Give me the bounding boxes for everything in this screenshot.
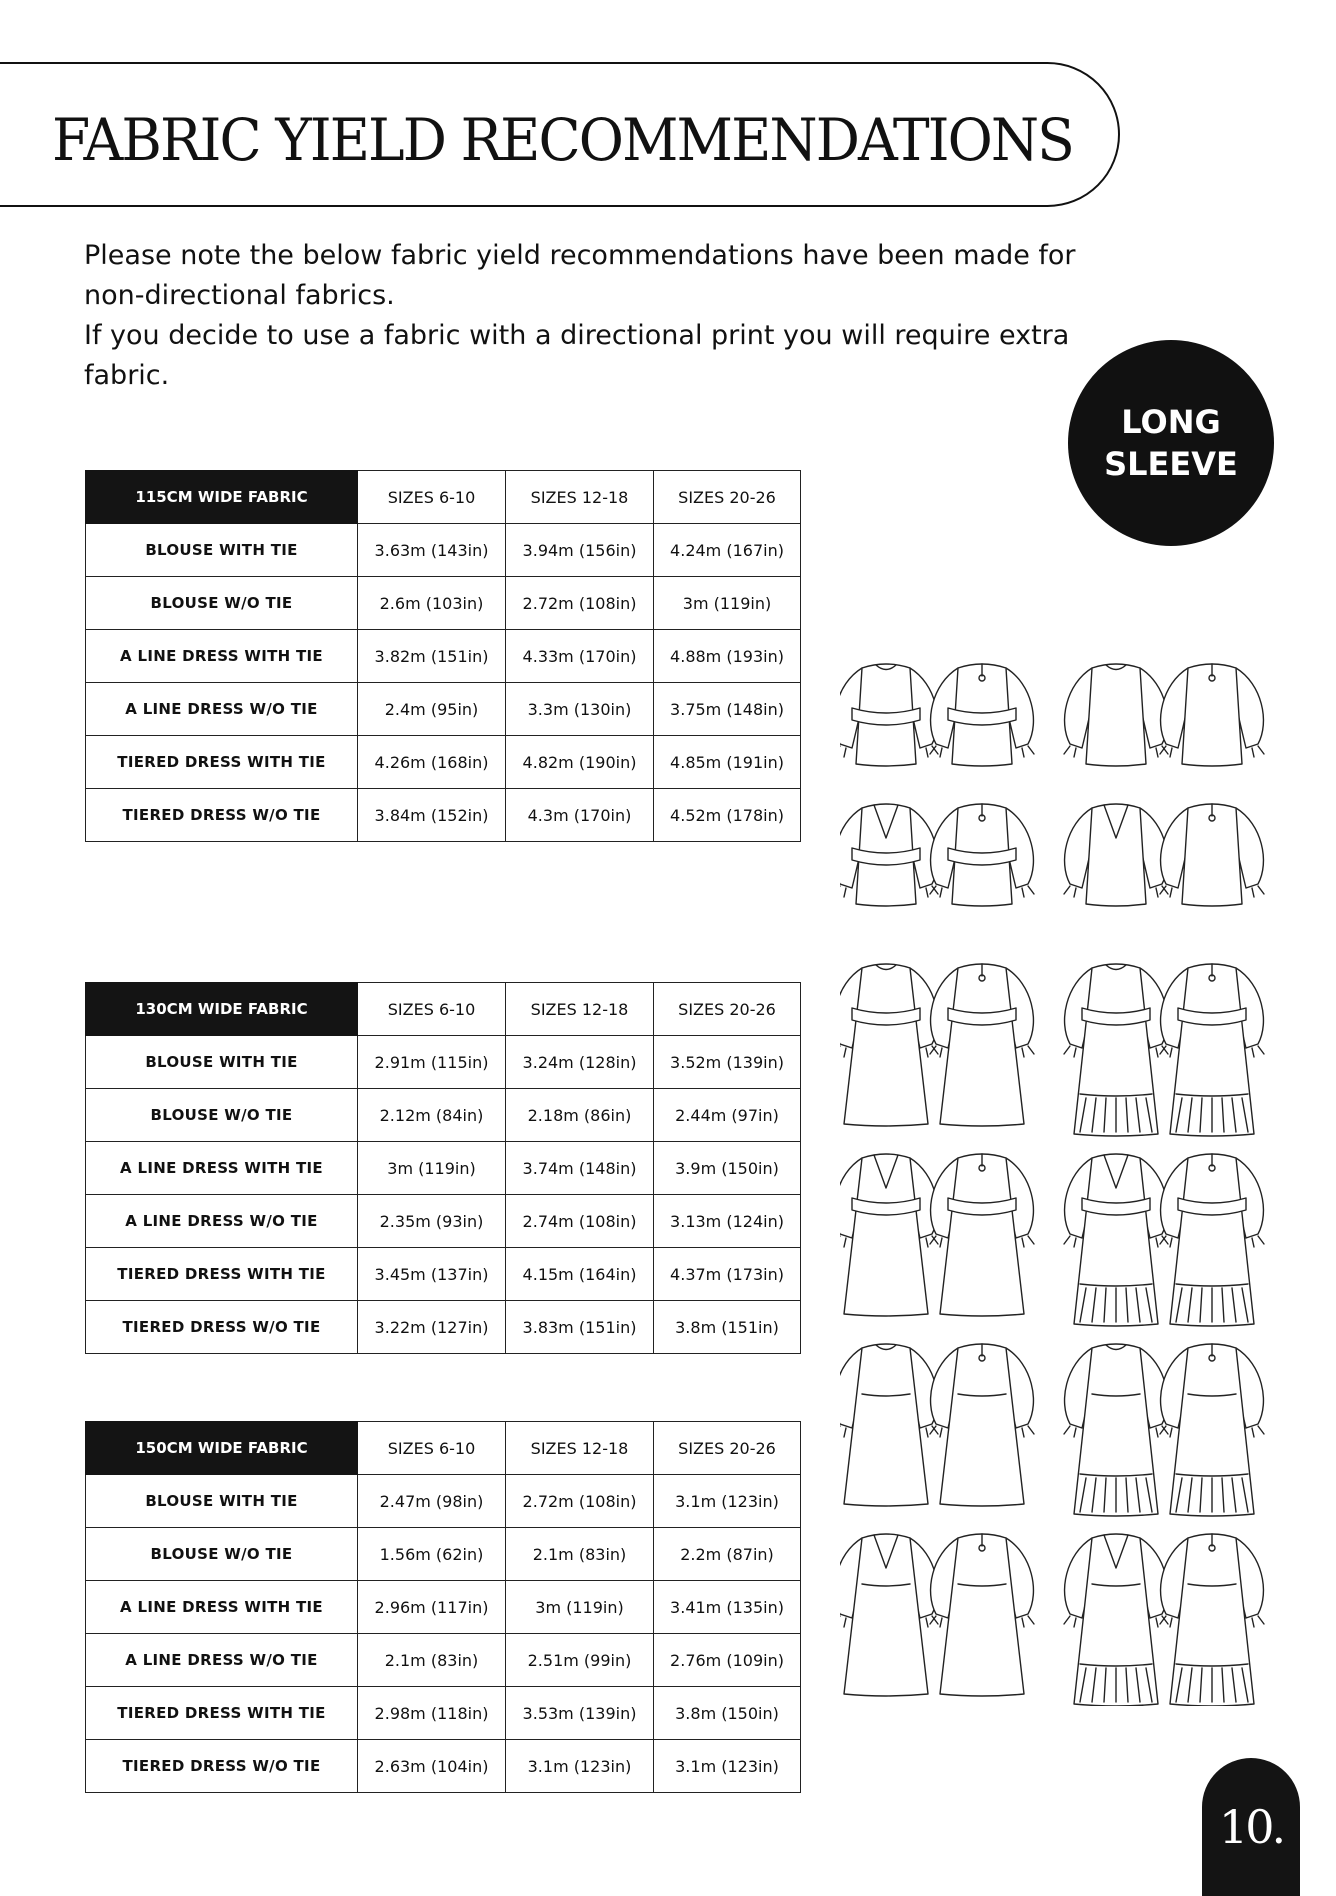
size-range-header: SIZES 20-26 bbox=[654, 983, 801, 1036]
garment-label: BLOUSE WITH TIE bbox=[86, 524, 358, 577]
garment-sketch bbox=[840, 1534, 1034, 1696]
table-row bbox=[86, 1581, 801, 1634]
page-number-tab bbox=[1202, 1758, 1300, 1896]
yield-cell: 3.1m (123in) bbox=[654, 1740, 801, 1793]
table-row bbox=[86, 1634, 801, 1687]
yield-cell: 4.52m (178in) bbox=[654, 789, 801, 842]
table-row bbox=[86, 577, 801, 630]
garment-sketch bbox=[1064, 964, 1264, 1136]
size-range-header: SIZES 20-26 bbox=[654, 471, 801, 524]
yield-cell: 4.37m (173in) bbox=[654, 1248, 801, 1301]
garment-label: A LINE DRESS W/O TIE bbox=[86, 1634, 358, 1687]
table-row bbox=[86, 1142, 801, 1195]
yield-cell: 3.94m (156in) bbox=[506, 524, 654, 577]
size-range-header: SIZES 12-18 bbox=[506, 471, 654, 524]
yield-cell: 2.35m (93in) bbox=[358, 1195, 506, 1248]
size-range-header: SIZES 6-10 bbox=[358, 471, 506, 524]
intro-line-directional: If you decide to use a fabric with a directional print you will require extra fabric. bbox=[84, 320, 1070, 391]
yield-cell: 3m (119in) bbox=[358, 1142, 506, 1195]
yield-table-130cm bbox=[85, 982, 801, 1354]
yield-cell: 2.6m (103in) bbox=[358, 577, 506, 630]
page-title: FABRIC YIELD RECOMMENDATIONS bbox=[52, 106, 1074, 174]
yield-cell: 2.44m (97in) bbox=[654, 1089, 801, 1142]
intro-line-nondirectional: Please note the below fabric yield recommendations have been made for non-directional fabrics. bbox=[84, 240, 1076, 311]
garment-sketch bbox=[840, 804, 1034, 906]
yield-cell: 3.41m (135in) bbox=[654, 1581, 801, 1634]
garment-label: TIERED DRESS WITH TIE bbox=[86, 1687, 358, 1740]
yield-cell: 2.18m (86in) bbox=[506, 1089, 654, 1142]
table-row bbox=[86, 1687, 801, 1740]
yield-cell: 3.63m (143in) bbox=[358, 524, 506, 577]
yield-cell: 2.96m (117in) bbox=[358, 1581, 506, 1634]
garment-sketch bbox=[840, 664, 1034, 766]
garment-label: A LINE DRESS WITH TIE bbox=[86, 630, 358, 683]
garment-sketch bbox=[1064, 1534, 1264, 1706]
garment-label: BLOUSE W/O TIE bbox=[86, 1089, 358, 1142]
yield-cell: 2.12m (84in) bbox=[358, 1089, 506, 1142]
garment-sketch bbox=[840, 1154, 1034, 1316]
yield-cell: 4.85m (191in) bbox=[654, 736, 801, 789]
yield-cell: 1.56m (62in) bbox=[358, 1528, 506, 1581]
yield-cell: 3.24m (128in) bbox=[506, 1036, 654, 1089]
yield-cell: 4.82m (190in) bbox=[506, 736, 654, 789]
table-row bbox=[86, 736, 801, 789]
table-row bbox=[86, 1528, 801, 1581]
yield-cell: 3.45m (137in) bbox=[358, 1248, 506, 1301]
table-row bbox=[86, 524, 801, 577]
table-row bbox=[86, 1036, 801, 1089]
garment-label: A LINE DRESS W/O TIE bbox=[86, 1195, 358, 1248]
yield-cell: 3.13m (124in) bbox=[654, 1195, 801, 1248]
yield-cell: 2.72m (108in) bbox=[506, 577, 654, 630]
yield-cell: 4.88m (193in) bbox=[654, 630, 801, 683]
size-range-header: SIZES 6-10 bbox=[358, 983, 506, 1036]
yield-cell: 3.1m (123in) bbox=[654, 1475, 801, 1528]
garment-label: BLOUSE W/O TIE bbox=[86, 577, 358, 630]
table-header-row bbox=[86, 471, 801, 524]
garment-label: BLOUSE WITH TIE bbox=[86, 1036, 358, 1089]
size-range-header: SIZES 20-26 bbox=[654, 1422, 801, 1475]
garment-sketch bbox=[1064, 664, 1264, 766]
table-row bbox=[86, 1195, 801, 1248]
fabric-width-header: 115CM WIDE FABRIC bbox=[86, 471, 358, 524]
size-range-header: SIZES 6-10 bbox=[358, 1422, 506, 1475]
garment-label: TIERED DRESS WITH TIE bbox=[86, 736, 358, 789]
yield-table-150cm bbox=[85, 1421, 801, 1793]
yield-table-115cm bbox=[85, 470, 801, 842]
table-header-row bbox=[86, 983, 801, 1036]
garment-sketch bbox=[840, 1344, 1034, 1506]
fabric-width-header: 130CM WIDE FABRIC bbox=[86, 983, 358, 1036]
yield-cell: 2.74m (108in) bbox=[506, 1195, 654, 1248]
table-row bbox=[86, 1475, 801, 1528]
yield-cell: 3.3m (130in) bbox=[506, 683, 654, 736]
yield-cell: 2.76m (109in) bbox=[654, 1634, 801, 1687]
yield-cell: 3.8m (151in) bbox=[654, 1301, 801, 1354]
table-header-row bbox=[86, 1422, 801, 1475]
table-row bbox=[86, 630, 801, 683]
yield-cell: 3.8m (150in) bbox=[654, 1687, 801, 1740]
table-row bbox=[86, 1301, 801, 1354]
garment-sketches bbox=[840, 646, 1280, 1706]
yield-cell: 2.2m (87in) bbox=[654, 1528, 801, 1581]
page-number: 10. bbox=[1218, 1800, 1284, 1854]
yield-cell: 2.4m (95in) bbox=[358, 683, 506, 736]
yield-cell: 3.53m (139in) bbox=[506, 1687, 654, 1740]
yield-cell: 4.15m (164in) bbox=[506, 1248, 654, 1301]
yield-cell: 3.84m (152in) bbox=[358, 789, 506, 842]
yield-cell: 3.52m (139in) bbox=[654, 1036, 801, 1089]
yield-cell: 2.1m (83in) bbox=[506, 1528, 654, 1581]
garment-label: TIERED DRESS WITH TIE bbox=[86, 1248, 358, 1301]
yield-cell: 3m (119in) bbox=[654, 577, 801, 630]
yield-cell: 2.47m (98in) bbox=[358, 1475, 506, 1528]
table-row bbox=[86, 683, 801, 736]
yield-cell: 4.3m (170in) bbox=[506, 789, 654, 842]
yield-cell: 3.82m (151in) bbox=[358, 630, 506, 683]
garment-label: TIERED DRESS W/O TIE bbox=[86, 1301, 358, 1354]
garment-label: TIERED DRESS W/O TIE bbox=[86, 789, 358, 842]
yield-cell: 2.63m (104in) bbox=[358, 1740, 506, 1793]
yield-cell: 3.83m (151in) bbox=[506, 1301, 654, 1354]
size-range-header: SIZES 12-18 bbox=[506, 983, 654, 1036]
long-sleeve-badge bbox=[1068, 340, 1274, 546]
yield-cell: 2.1m (83in) bbox=[358, 1634, 506, 1687]
badge-line-1: LONG bbox=[1121, 403, 1221, 441]
garment-sketches-svg bbox=[840, 646, 1280, 1706]
yield-cell: 2.51m (99in) bbox=[506, 1634, 654, 1687]
intro-note bbox=[84, 236, 1084, 396]
yield-cell: 2.91m (115in) bbox=[358, 1036, 506, 1089]
yield-cell: 2.72m (108in) bbox=[506, 1475, 654, 1528]
yield-cell: 3.9m (150in) bbox=[654, 1142, 801, 1195]
size-range-header: SIZES 12-18 bbox=[506, 1422, 654, 1475]
yield-cell: 3m (119in) bbox=[506, 1581, 654, 1634]
yield-cell: 4.33m (170in) bbox=[506, 630, 654, 683]
yield-cell: 4.24m (167in) bbox=[654, 524, 801, 577]
garment-label: BLOUSE W/O TIE bbox=[86, 1528, 358, 1581]
table-row bbox=[86, 1740, 801, 1793]
yield-cell: 3.74m (148in) bbox=[506, 1142, 654, 1195]
yield-cell: 3.22m (127in) bbox=[358, 1301, 506, 1354]
table-row bbox=[86, 1089, 801, 1142]
table-row bbox=[86, 1248, 801, 1301]
badge-line-2: SLEEVE bbox=[1104, 445, 1238, 483]
garment-label: A LINE DRESS WITH TIE bbox=[86, 1142, 358, 1195]
garment-label: A LINE DRESS WITH TIE bbox=[86, 1581, 358, 1634]
garment-sketch bbox=[1064, 1154, 1264, 1326]
table-row bbox=[86, 789, 801, 842]
garment-sketch bbox=[1064, 1344, 1264, 1516]
garment-label: A LINE DRESS W/O TIE bbox=[86, 683, 358, 736]
fabric-width-header: 150CM WIDE FABRIC bbox=[86, 1422, 358, 1475]
yield-cell: 3.1m (123in) bbox=[506, 1740, 654, 1793]
yield-cell: 3.75m (148in) bbox=[654, 683, 801, 736]
yield-cell: 4.26m (168in) bbox=[358, 736, 506, 789]
garment-label: BLOUSE WITH TIE bbox=[86, 1475, 358, 1528]
garment-label: TIERED DRESS W/O TIE bbox=[86, 1740, 358, 1793]
garment-sketch bbox=[1064, 804, 1264, 906]
yield-cell: 2.98m (118in) bbox=[358, 1687, 506, 1740]
garment-sketch bbox=[840, 964, 1034, 1126]
